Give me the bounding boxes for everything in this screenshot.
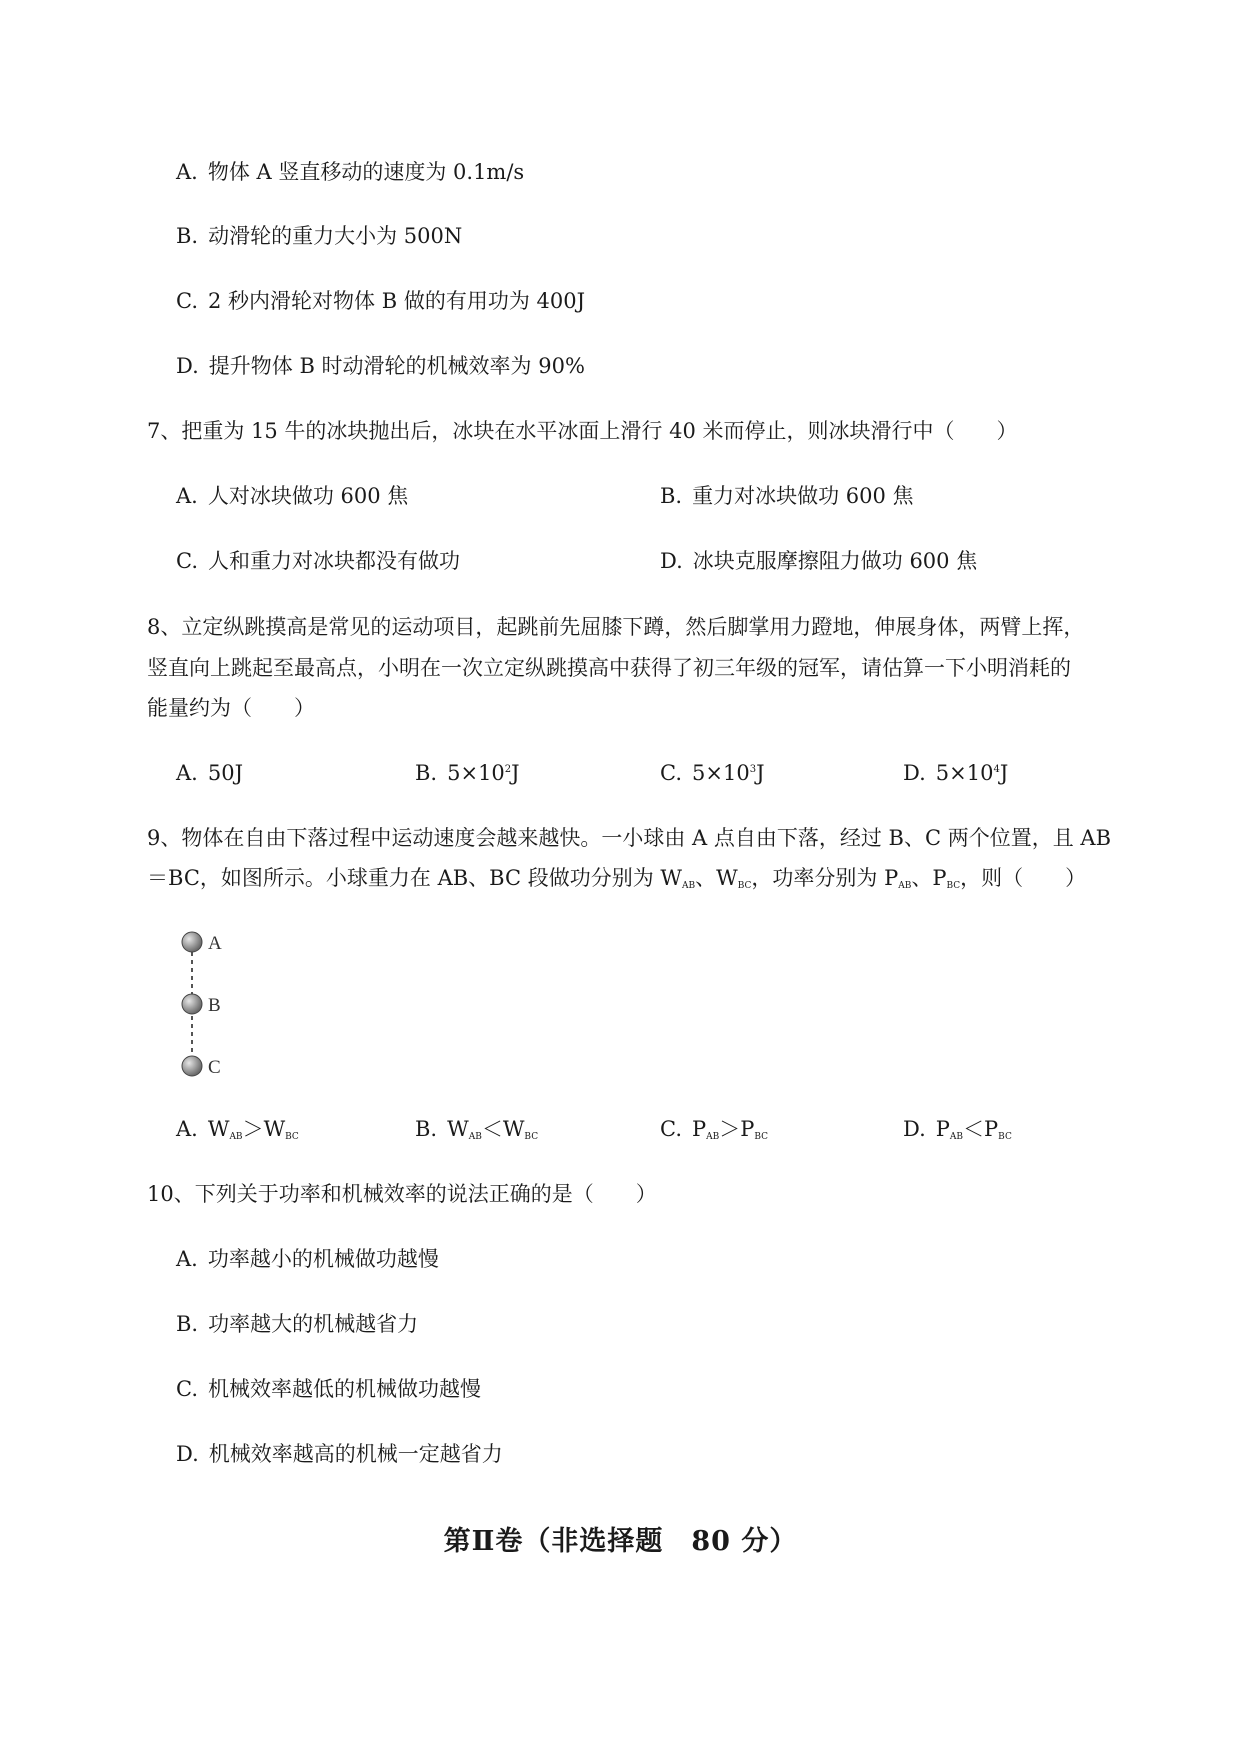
- option-right: P: [740, 1117, 755, 1141]
- q9-option-d: [903, 1119, 1012, 1142]
- option-label: A.: [176, 1247, 198, 1271]
- option-unit: J: [756, 761, 765, 785]
- option-label: B.: [176, 224, 199, 248]
- point-label-a: A: [208, 933, 222, 954]
- option-text: 动滑轮的重力大小为 500N: [208, 224, 463, 248]
- option-unit: J: [999, 761, 1009, 785]
- subscript-ab: AB: [468, 1132, 482, 1142]
- option-right: P: [984, 1117, 999, 1141]
- falling-ball-figure: [178, 928, 242, 1090]
- subscript-bc: BC: [754, 1132, 769, 1142]
- q8-stem-line-1: 8、立定纵跳摸高是常见的运动项目，起跳前先屈膝下蹲，然后脚掌用力蹬地，伸展身体，两臂上挥，: [147, 615, 1085, 639]
- q6-option-a: [176, 162, 524, 183]
- option-text: 人对冰块做功 600 焦: [207, 484, 409, 508]
- option-label: B.: [176, 1312, 199, 1336]
- option-text: 人和重力对冰块都没有做功: [208, 549, 460, 573]
- option-operator: ＜: [481, 1117, 503, 1141]
- option-right: W: [263, 1117, 286, 1141]
- subscript-ab: AB: [949, 1132, 964, 1142]
- subscript-bc: BC: [285, 1132, 299, 1142]
- option-label: A.: [176, 1117, 198, 1141]
- option-text: 机械效率越低的机械做功越慢: [208, 1377, 481, 1401]
- option-label: C.: [176, 1377, 198, 1401]
- option-label: D.: [903, 1117, 926, 1141]
- subscript-ab: AB: [682, 881, 696, 891]
- option-exponent: 4: [993, 764, 1000, 775]
- option-left: P: [935, 1117, 950, 1141]
- option-text: 功率越大的机械越省力: [208, 1312, 419, 1336]
- q6-option-c: [176, 291, 585, 312]
- option-label: B.: [415, 1117, 438, 1141]
- q8-option-a: [176, 763, 243, 784]
- option-text: 50J: [207, 761, 243, 785]
- option-label: C.: [660, 761, 682, 785]
- q10-option-c: [176, 1379, 481, 1400]
- ball-b: [182, 994, 202, 1014]
- option-left: P: [692, 1117, 707, 1141]
- option-label: B.: [660, 484, 683, 508]
- q10-stem: 10、下列关于功率和机械效率的说法正确的是（ ）: [147, 1182, 657, 1206]
- option-text: 重力对冰块做功 600 焦: [692, 484, 914, 508]
- q9-stem-line-1: 9、物体在自由下落过程中运动速度会越来越快。一小球由 A 点自由下落，经过 B、C 两个位置，且 AB: [147, 826, 1111, 850]
- q9-option-a: [176, 1119, 299, 1142]
- point-label-c: C: [208, 1057, 221, 1078]
- option-text: 冰块克服摩擦阻力做功 600 焦: [692, 549, 978, 573]
- option-left: W: [207, 1117, 230, 1141]
- q10-option-b: [176, 1314, 418, 1335]
- q10-option-a: [176, 1249, 439, 1270]
- q6-option-d: [176, 356, 585, 377]
- option-right: W: [502, 1117, 525, 1141]
- option-exponent: 2: [504, 764, 512, 775]
- q10-option-d: [176, 1444, 503, 1465]
- option-base: 5×10: [692, 761, 750, 785]
- option-text: 物体 A 竖直移动的速度为 0.1m/s: [207, 160, 525, 184]
- option-text: 2 秒内滑轮对物体 B 做的有用功为 400J: [208, 289, 585, 313]
- q9-stem-text-b: ，功率分别为 P: [751, 866, 899, 890]
- option-label: D.: [176, 1442, 199, 1466]
- option-label: A.: [176, 484, 198, 508]
- ball-a: [182, 932, 202, 952]
- option-operator: ＞: [242, 1117, 264, 1141]
- option-label: D.: [903, 761, 926, 785]
- subscript-bc: BC: [524, 1132, 539, 1142]
- section-title: 第Ⅱ卷（非选择题 80 分）: [443, 1526, 798, 1557]
- option-label: A.: [176, 160, 198, 184]
- option-label: B.: [415, 761, 438, 785]
- option-operator: ＜: [963, 1117, 985, 1141]
- q8-option-c: [660, 763, 764, 784]
- q7-option-c: [176, 551, 460, 572]
- q9-stem-line-2: [147, 868, 1086, 891]
- option-text: 机械效率越高的机械一定越省力: [208, 1442, 503, 1466]
- subscript-ab: AB: [706, 1132, 720, 1142]
- option-operator: ＞: [719, 1117, 741, 1141]
- q9-stem-text-a: ＝BC，如图所示。小球重力在 AB、BC 段做功分别为 W: [147, 866, 682, 890]
- q7-option-d: [660, 551, 977, 572]
- q7-option-b: [660, 486, 914, 507]
- q6-option-b: [176, 226, 462, 247]
- q8-option-b: [415, 763, 520, 784]
- option-text: 提升物体 B 时动滑轮的机械效率为 90%: [208, 354, 585, 378]
- q9-option-c: [660, 1119, 768, 1142]
- option-unit: J: [511, 761, 520, 785]
- option-label: C.: [176, 289, 198, 313]
- point-label-b: B: [208, 995, 221, 1016]
- option-label: C.: [660, 1117, 682, 1141]
- option-exponent: 3: [749, 764, 757, 775]
- subscript-ab: AB: [898, 881, 912, 891]
- q8-stem-line-3: 能量约为（ ）: [147, 696, 315, 720]
- q9-stem-sep2: 、P: [911, 866, 947, 890]
- subscript-bc: BC: [737, 881, 752, 891]
- q8-option-d: [903, 763, 1008, 784]
- subscript-ab: AB: [229, 1132, 243, 1142]
- option-label: D.: [660, 549, 683, 573]
- q8-stem-line-2: 竖直向上跳起至最高点，小明在一次立定纵跳摸高中获得了初三年级的冠军，请估算一下小明消耗的: [147, 656, 1071, 680]
- subscript-bc: BC: [946, 881, 961, 891]
- q7-stem: 7、把重为 15 牛的冰块抛出后，冰块在水平冰面上滑行 40 米而停止，则冰块滑行中（ ）: [147, 419, 1018, 443]
- option-label: A.: [176, 761, 198, 785]
- q9-stem-sep: 、W: [695, 866, 738, 890]
- q9-stem-text-c: ，则（ ）: [960, 866, 1087, 890]
- option-left: W: [447, 1117, 469, 1141]
- option-label: C.: [176, 549, 198, 573]
- option-base: 5×10: [935, 761, 994, 785]
- q9-option-b: [415, 1119, 538, 1142]
- option-text: 功率越小的机械做功越慢: [207, 1247, 439, 1271]
- ball-c: [182, 1056, 202, 1076]
- option-label: D.: [176, 354, 199, 378]
- q7-option-a: [176, 486, 408, 507]
- subscript-bc: BC: [998, 1132, 1012, 1142]
- option-base: 5×10: [447, 761, 505, 785]
